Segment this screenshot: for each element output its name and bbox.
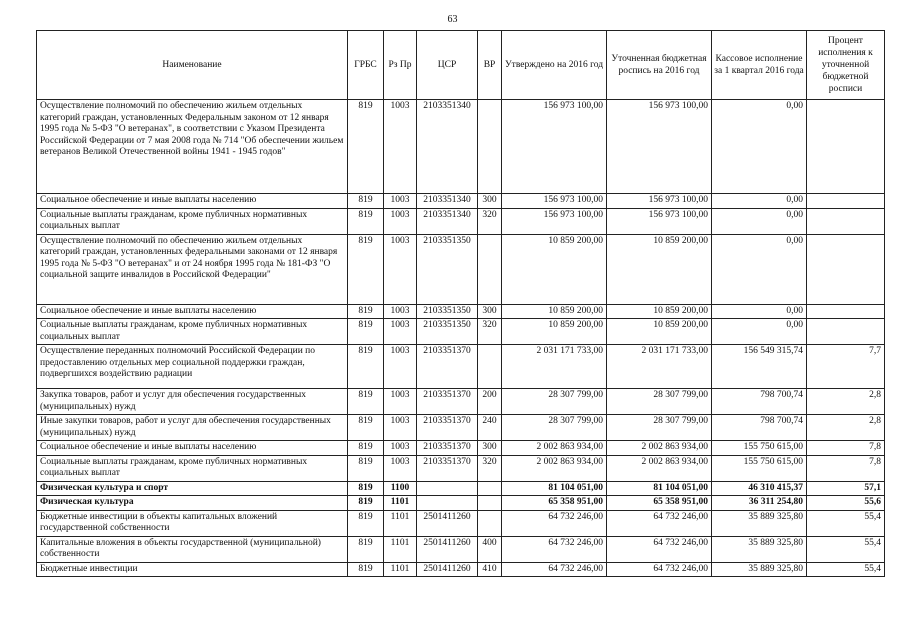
approved-cell: 2 031 171 733,00 xyxy=(502,345,607,389)
col-header-vr: ВР xyxy=(478,31,502,100)
name-cell: Социальное обеспечение и иные выплаты населению xyxy=(37,441,348,456)
vr-cell xyxy=(478,345,502,389)
table-row xyxy=(37,389,885,415)
vr-cell: 410 xyxy=(478,562,502,577)
table-row xyxy=(37,441,885,456)
rz-pr-cell: 1003 xyxy=(384,194,417,209)
vr-cell: 240 xyxy=(478,415,502,441)
vr-cell: 320 xyxy=(478,208,502,234)
vr-cell: 300 xyxy=(478,441,502,456)
vr-cell xyxy=(478,496,502,511)
approved-cell: 65 358 951,00 xyxy=(502,496,607,511)
name-cell: Осуществление полномочий по обеспечению жильем отдельных категорий граждан, установленных Федеральным законом от 12 января 1995 года № 5-ФЗ "О ветеранах", в соответствии с Указом Президента Российской Федерации от 7 мая 2008 года № 714 "Об обеспечении жильем ветеранов Великой Отечественной войны 1941 - 1945 годов" xyxy=(37,100,348,194)
name-cell: Иные закупки товаров, работ и услуг для обеспечения государственных (муниципальных) нужд xyxy=(37,415,348,441)
csr-cell: 2103351370 xyxy=(417,441,478,456)
cash-cell: 46 310 415,37 xyxy=(712,481,807,496)
table-row xyxy=(37,194,885,209)
table-row xyxy=(37,415,885,441)
rz-pr-cell: 1003 xyxy=(384,304,417,319)
name-cell: Социальное обеспечение и иные выплаты населению xyxy=(37,194,348,209)
page-number: 63 xyxy=(447,14,458,25)
csr-cell: 2103351350 xyxy=(417,234,478,304)
table-row xyxy=(37,536,885,562)
table-row xyxy=(37,455,885,481)
table-row xyxy=(37,496,885,511)
cash-cell: 36 311 254,80 xyxy=(712,496,807,511)
name-cell: Социальные выплаты гражданам, кроме публичных нормативных социальных выплат xyxy=(37,208,348,234)
refined-cell: 2 031 171 733,00 xyxy=(607,345,712,389)
vr-cell: 320 xyxy=(478,319,502,345)
csr-cell xyxy=(417,496,478,511)
cash-cell: 0,00 xyxy=(712,234,807,304)
percent-cell: 7,8 xyxy=(807,455,885,481)
col-header-approved: Утверждено на 2016 год xyxy=(502,31,607,100)
cash-cell: 798 700,74 xyxy=(712,415,807,441)
vr-cell xyxy=(478,510,502,536)
cash-cell: 798 700,74 xyxy=(712,389,807,415)
vr-cell xyxy=(478,234,502,304)
grbs-cell: 819 xyxy=(348,536,384,562)
approved-cell: 10 859 200,00 xyxy=(502,304,607,319)
col-header-grbs: ГРБС xyxy=(348,31,384,100)
grbs-cell: 819 xyxy=(348,319,384,345)
cash-cell: 0,00 xyxy=(712,100,807,194)
table-row xyxy=(37,481,885,496)
csr-cell xyxy=(417,481,478,496)
grbs-cell: 819 xyxy=(348,389,384,415)
rz-pr-cell: 1003 xyxy=(384,415,417,441)
budget-table xyxy=(36,30,885,577)
csr-cell: 2501411260 xyxy=(417,536,478,562)
name-cell: Осуществление переданных полномочий Российской Федерации по предоставлению отдельных мер социальной поддержки граждан, подвергшихся воздействию радиации xyxy=(37,345,348,389)
grbs-cell: 819 xyxy=(348,304,384,319)
rz-pr-cell: 1003 xyxy=(384,208,417,234)
rz-pr-cell: 1003 xyxy=(384,455,417,481)
table-row xyxy=(37,562,885,577)
grbs-cell: 819 xyxy=(348,345,384,389)
rz-pr-cell: 1003 xyxy=(384,441,417,456)
cash-cell: 0,00 xyxy=(712,194,807,209)
approved-cell: 64 732 246,00 xyxy=(502,562,607,577)
name-cell: Физическая культура и спорт xyxy=(37,481,348,496)
percent-cell xyxy=(807,194,885,209)
col-header-name: Наименование xyxy=(37,31,348,100)
rz-pr-cell: 1003 xyxy=(384,100,417,194)
percent-cell: 7,8 xyxy=(807,441,885,456)
table-row xyxy=(37,234,885,304)
vr-cell: 300 xyxy=(478,304,502,319)
percent-cell xyxy=(807,208,885,234)
percent-cell xyxy=(807,319,885,345)
refined-cell: 2 002 863 934,00 xyxy=(607,455,712,481)
percent-cell: 2,8 xyxy=(807,389,885,415)
name-cell: Социальные выплаты гражданам, кроме публичных нормативных социальных выплат xyxy=(37,319,348,345)
percent-cell: 55,4 xyxy=(807,536,885,562)
percent-cell: 55,4 xyxy=(807,510,885,536)
name-cell: Социальное обеспечение и иные выплаты населению xyxy=(37,304,348,319)
percent-cell xyxy=(807,234,885,304)
approved-cell: 156 973 100,00 xyxy=(502,208,607,234)
percent-cell: 55,6 xyxy=(807,496,885,511)
refined-cell: 10 859 200,00 xyxy=(607,319,712,345)
csr-cell: 2103351370 xyxy=(417,415,478,441)
refined-cell: 65 358 951,00 xyxy=(607,496,712,511)
csr-cell: 2103351340 xyxy=(417,100,478,194)
csr-cell: 2103351370 xyxy=(417,455,478,481)
refined-cell: 156 973 100,00 xyxy=(607,208,712,234)
approved-cell: 81 104 051,00 xyxy=(502,481,607,496)
grbs-cell: 819 xyxy=(348,208,384,234)
approved-cell: 10 859 200,00 xyxy=(502,234,607,304)
vr-cell xyxy=(478,100,502,194)
percent-cell: 55,4 xyxy=(807,562,885,577)
percent-cell xyxy=(807,100,885,194)
col-header-rz-pr: Рз Пр xyxy=(384,31,417,100)
table-row xyxy=(37,304,885,319)
vr-cell: 300 xyxy=(478,194,502,209)
table-row xyxy=(37,345,885,389)
percent-cell: 57,1 xyxy=(807,481,885,496)
refined-cell: 156 973 100,00 xyxy=(607,100,712,194)
cash-cell: 155 750 615,00 xyxy=(712,441,807,456)
refined-cell: 64 732 246,00 xyxy=(607,562,712,577)
percent-cell: 7,7 xyxy=(807,345,885,389)
csr-cell: 2103351350 xyxy=(417,304,478,319)
rz-pr-cell: 1003 xyxy=(384,345,417,389)
table-row xyxy=(37,510,885,536)
grbs-cell: 819 xyxy=(348,194,384,209)
csr-cell: 2103351340 xyxy=(417,208,478,234)
rz-pr-cell: 1003 xyxy=(384,389,417,415)
name-cell: Закупка товаров, работ и услуг для обеспечения государственных (муниципальных) нужд xyxy=(37,389,348,415)
cash-cell: 0,00 xyxy=(712,304,807,319)
refined-cell: 64 732 246,00 xyxy=(607,536,712,562)
col-header-percent: Процент исполнения к уточненной бюджетной росписи xyxy=(807,31,885,100)
table-row xyxy=(37,208,885,234)
table-row xyxy=(37,319,885,345)
approved-cell: 2 002 863 934,00 xyxy=(502,455,607,481)
rz-pr-cell: 1101 xyxy=(384,496,417,511)
approved-cell: 156 973 100,00 xyxy=(502,194,607,209)
cash-cell: 0,00 xyxy=(712,319,807,345)
vr-cell: 200 xyxy=(478,389,502,415)
cash-cell: 35 889 325,80 xyxy=(712,562,807,577)
grbs-cell: 819 xyxy=(348,455,384,481)
percent-cell xyxy=(807,304,885,319)
name-cell: Социальные выплаты гражданам, кроме публичных нормативных социальных выплат xyxy=(37,455,348,481)
grbs-cell: 819 xyxy=(348,415,384,441)
approved-cell: 64 732 246,00 xyxy=(502,510,607,536)
vr-cell: 400 xyxy=(478,536,502,562)
refined-cell: 28 307 799,00 xyxy=(607,415,712,441)
csr-cell: 2103351350 xyxy=(417,319,478,345)
rz-pr-cell: 1003 xyxy=(384,234,417,304)
percent-cell: 2,8 xyxy=(807,415,885,441)
grbs-cell: 819 xyxy=(348,510,384,536)
refined-cell: 28 307 799,00 xyxy=(607,389,712,415)
rz-pr-cell: 1101 xyxy=(384,536,417,562)
approved-cell: 64 732 246,00 xyxy=(502,536,607,562)
grbs-cell: 819 xyxy=(348,562,384,577)
grbs-cell: 819 xyxy=(348,441,384,456)
approved-cell: 156 973 100,00 xyxy=(502,100,607,194)
cash-cell: 156 549 315,74 xyxy=(712,345,807,389)
vr-cell: 320 xyxy=(478,455,502,481)
name-cell: Осуществление полномочий по обеспечению жильем отдельных категорий граждан, установленных федеральными законами от 12 января 1995 года № 5-ФЗ "О ветеранах" и от 24 ноября 1995 года № 181-ФЗ "О социальной защите инвалидов в Российской Федерации" xyxy=(37,234,348,304)
name-cell: Физическая культура xyxy=(37,496,348,511)
table-row xyxy=(37,100,885,194)
refined-cell: 10 859 200,00 xyxy=(607,234,712,304)
rz-pr-cell: 1003 xyxy=(384,319,417,345)
csr-cell: 2501411260 xyxy=(417,510,478,536)
rz-pr-cell: 1100 xyxy=(384,481,417,496)
table-body xyxy=(37,100,885,577)
approved-cell: 10 859 200,00 xyxy=(502,319,607,345)
cash-cell: 35 889 325,80 xyxy=(712,510,807,536)
csr-cell: 2501411260 xyxy=(417,562,478,577)
refined-cell: 2 002 863 934,00 xyxy=(607,441,712,456)
grbs-cell: 819 xyxy=(348,234,384,304)
approved-cell: 28 307 799,00 xyxy=(502,415,607,441)
refined-cell: 10 859 200,00 xyxy=(607,304,712,319)
approved-cell: 28 307 799,00 xyxy=(502,389,607,415)
col-header-refined: Уточненная бюджетная роспись на 2016 год xyxy=(607,31,712,100)
name-cell: Капитальные вложения в объекты государственной (муниципальной) собственности xyxy=(37,536,348,562)
approved-cell: 2 002 863 934,00 xyxy=(502,441,607,456)
rz-pr-cell: 1101 xyxy=(384,510,417,536)
vr-cell xyxy=(478,481,502,496)
grbs-cell: 819 xyxy=(348,496,384,511)
refined-cell: 156 973 100,00 xyxy=(607,194,712,209)
csr-cell: 2103351370 xyxy=(417,345,478,389)
cash-cell: 0,00 xyxy=(712,208,807,234)
refined-cell: 81 104 051,00 xyxy=(607,481,712,496)
name-cell: Бюджетные инвестиции в объекты капитальных вложений государственной собственности xyxy=(37,510,348,536)
name-cell: Бюджетные инвестиции xyxy=(37,562,348,577)
csr-cell: 2103351340 xyxy=(417,194,478,209)
cash-cell: 155 750 615,00 xyxy=(712,455,807,481)
rz-pr-cell: 1101 xyxy=(384,562,417,577)
cash-cell: 35 889 325,80 xyxy=(712,536,807,562)
refined-cell: 64 732 246,00 xyxy=(607,510,712,536)
csr-cell: 2103351370 xyxy=(417,389,478,415)
table-header-row xyxy=(37,31,885,100)
grbs-cell: 819 xyxy=(348,100,384,194)
col-header-csr: ЦСР xyxy=(417,31,478,100)
col-header-cash: Кассовое исполнение за 1 квартал 2016 года xyxy=(712,31,807,100)
grbs-cell: 819 xyxy=(348,481,384,496)
